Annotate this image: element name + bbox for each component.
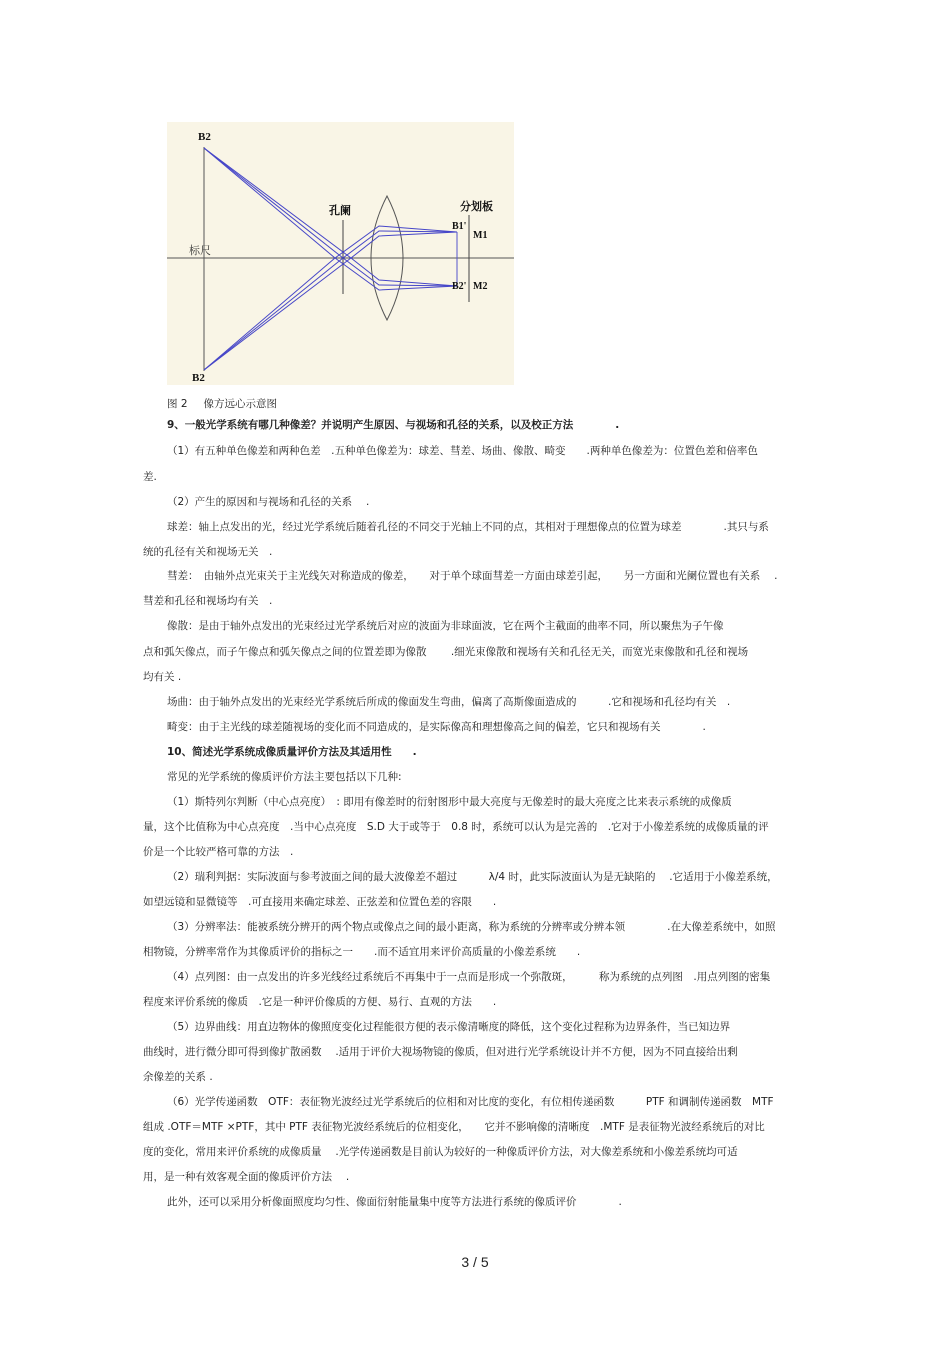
- label-ruler: 标尺: [189, 244, 211, 257]
- body-line: （4）点列图：由一点发出的许多光线经过系统后不再集中于一点而是形成一个弥散斑， 称为系统的点列图 .用点列图的密集: [167, 971, 771, 983]
- caption-number: 图 2: [167, 398, 188, 410]
- body-line: 常见的光学系统的像质评价方法主要包括以下几种:: [167, 771, 402, 783]
- caption-text: 像方远心示意图: [203, 398, 278, 410]
- body-line: （2）产生的原因和与视场和孔径的关系 .: [167, 496, 370, 508]
- label-m2: M2: [473, 281, 488, 292]
- label-b2-bottom: B2: [192, 372, 205, 384]
- label-reticle: 分划板: [460, 200, 493, 213]
- page-number: 3 / 5: [461, 1254, 489, 1270]
- telecentric-figure: [167, 122, 514, 385]
- body-line: （6）光学传递函数 OTF：表征物光波经过光学系统后的位相和对比度的变化，有位相传递函数 PTF 和调制传递函数 MTF: [167, 1096, 774, 1108]
- body-line: 彗差： 由轴外点光束关于主光线矢对称造成的像差， 对于单个球面彗差一方面由球差引起， 另一方面和光阑位置也有关系 .: [167, 570, 778, 582]
- body-line: 相物镜，分辨率常作为其像质评价的指标之一 .而不适宜用来评价高质量的小像差系统 .: [143, 946, 581, 958]
- body-line: 此外，还可以采用分析像面照度均匀性、像面衍射能量集中度等方法进行系统的像质评价 .: [167, 1196, 622, 1208]
- body-line: 场曲：由于轴外点发出的光束经光学系统后所成的像面发生弯曲，偏离了高斯像面造成的 .它和视场和孔径均有关 .: [167, 696, 731, 708]
- body-line: 量，这个比值称为中心点亮度 .当中心点亮度 S.D 大于或等于 0.8 时，系统可以认为是完善的 .它对于小像差系统的成像质量的评: [143, 821, 769, 833]
- body-line: 均有关 .: [143, 671, 182, 683]
- body-line: 程度来评价系统的像质 .它是一种评价像质的方便、易行、直观的方法 .: [143, 996, 497, 1008]
- body-line: 彗差和孔径和视场均有关 .: [143, 595, 273, 607]
- label-b2-prime: B2': [452, 281, 467, 292]
- body-line: 用，是一种有效客观全面的像质评价方法 .: [143, 1171, 350, 1183]
- figure-caption: [167, 396, 277, 411]
- body-line: 点和弧矢像点，而子午像点和弧矢像点之间的位置差即为像散 .细光束像散和视场有关和孔径无关，而宽光束像散和孔径和视场: [143, 646, 749, 658]
- body-line: 价是一个比较严格可靠的方法 .: [143, 846, 294, 858]
- body-line: 如望远镜和显微镜等 .可直接用来确定球差、正弦差和位置色差的容限 .: [143, 896, 497, 908]
- body-line: 畸变：由于主光线的球差随视场的变化而不同造成的，是实际像高和理想像高之间的偏差，它只和视场有关 .: [167, 721, 706, 733]
- optical-diagram: [167, 122, 514, 385]
- body-line: （5）边界曲线：用直边物体的像照度变化过程能很方便的表示像清晰度的降低，这个变化过程称为边界条件，当已知边界: [167, 1021, 731, 1033]
- body-line: 曲线时，进行微分即可得到像扩散函数 .适用于评价大视场物镜的像质，但对进行光学系统设计并不方便，因为不同直接给出剩: [143, 1046, 738, 1058]
- body-line: 余像差的关系 .: [143, 1071, 213, 1083]
- question-10-heading: 10、简述光学系统成像质量评价方法及其适用性 .: [167, 746, 417, 758]
- body-line: 统的孔径有关和视场无关 .: [143, 546, 273, 558]
- body-line: 差.: [143, 471, 157, 483]
- body-line: （3）分辨率法：能被系统分辨开的两个物点或像点之间的最小距离，称为系统的分辨率或分辨本领 .在大像差系统中，如照: [167, 921, 776, 933]
- label-b1-prime: B1': [452, 221, 467, 232]
- question-9-heading: 9、一般光学系统有哪几种像差？并说明产生原因、与视场和孔径的关系，以及校正方法 .: [167, 419, 620, 431]
- body-line: 组成 .OTF＝MTF ×PTF，其中 PTF 表征物光波经系统后的位相变化， 它并不影响像的清晰度 .MTF 是表征物光波经系统后的对比: [143, 1121, 765, 1133]
- body-line: 像散：是由于轴外点发出的光束经过光学系统后对应的波面为非球面波，它在两个主截面的曲率不同，所以聚焦为子午像: [167, 620, 724, 632]
- label-stop: 孔阑: [329, 204, 351, 217]
- label-m1: M1: [473, 230, 488, 241]
- body-line: （1）有五种单色像差和两种色差 .五种单色像差为：球差、彗差、场曲、像散、畸变 .两种单色像差为：位置色差和倍率色: [167, 445, 758, 457]
- body-line: （1）斯特列尔判断（中心点亮度） : 即用有像差时的衍射图形中最大亮度与无像差时的最大亮度之比来表示系统的成像质: [167, 796, 732, 808]
- label-b2-top: B2: [198, 131, 211, 143]
- body-line: 度的变化，常用来评价系统的成像质量 .光学传递函数是目前认为较好的一种像质评价方法，对大像差系统和小像差系统均可适: [143, 1146, 738, 1158]
- body-line: （2）瑞利判据：实际波面与参考波面之间的最大波像差不超过 λ/4 时，此实际波面认为是无缺陷的 .它适用于小像差系统，: [167, 871, 778, 883]
- body-line: 球差：轴上点发出的光，经过光学系统后随着孔径的不同交于光轴上不同的点，其相对于理想像点的位置为球差 .其只与系: [167, 521, 769, 533]
